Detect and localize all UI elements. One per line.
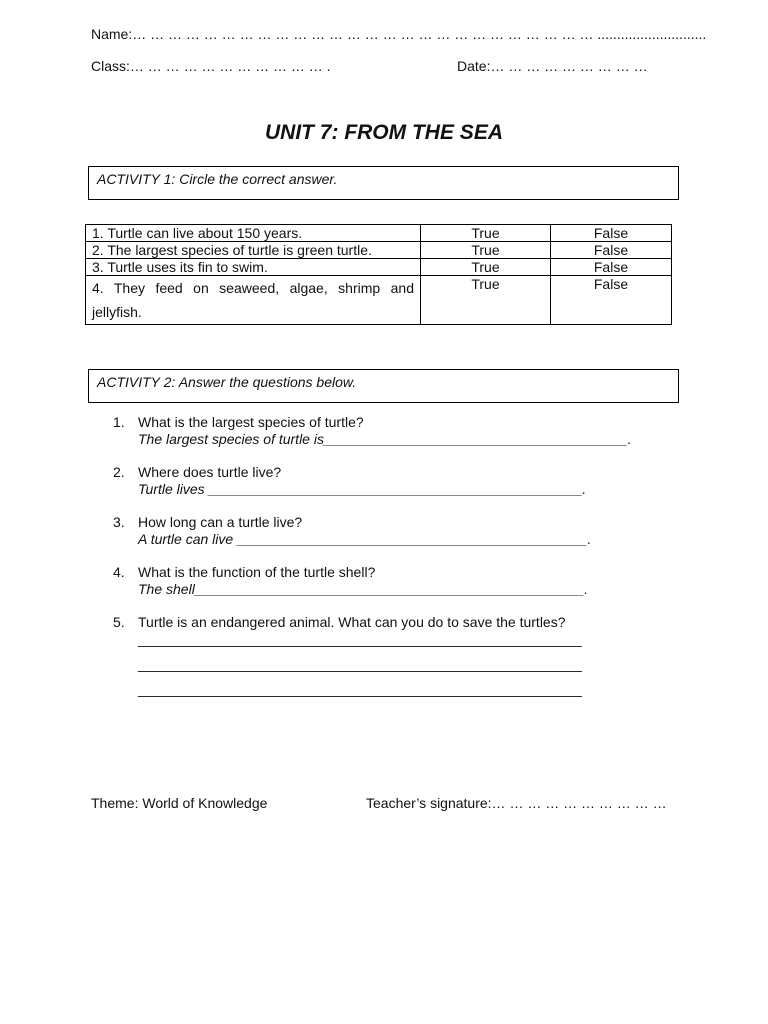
activity2-instruction: ACTIVITY 2: Answer the questions below. <box>97 374 357 390</box>
question-text: How long can a turtle live? <box>138 514 303 530</box>
true-false-table <box>85 224 672 325</box>
statement-cell: 2. The largest species of turtle is green turtle. <box>86 242 421 259</box>
name-field-line: Name:… … … … … … … … … … … … … … … … … … … … … … … … … … ............................ <box>91 26 707 42</box>
question-text: What is the function of the turtle shell? <box>138 564 376 580</box>
true-option[interactable]: True <box>421 276 551 325</box>
theme-label: Theme: World of Knowledge <box>91 795 268 811</box>
answer-line[interactable]: _________________________________________________________ <box>138 681 582 697</box>
activity1-instruction: ACTIVITY 1: Circle the correct answer. <box>97 171 338 187</box>
question-text: What is the largest species of turtle? <box>138 414 364 430</box>
table-row <box>86 259 672 276</box>
answer-line[interactable]: _________________________________________________________ <box>138 656 582 672</box>
question-number: 5. <box>113 614 125 630</box>
false-option[interactable]: False <box>551 259 672 276</box>
answer-line[interactable]: A turtle can live _____________________________________________. <box>138 531 592 547</box>
date-field-line: Date:… … … … … … … … … <box>457 58 648 74</box>
question-text: Where does turtle live? <box>138 464 282 480</box>
question-text: Turtle is an endangered animal. What can you do to save the turtles? <box>138 614 566 630</box>
activity1-box <box>88 166 679 200</box>
table-row <box>86 276 672 325</box>
true-option[interactable]: True <box>421 259 551 276</box>
activity2-box <box>88 369 679 403</box>
statement-cell: 1. Turtle can live about 150 years. <box>86 225 421 242</box>
false-option[interactable]: False <box>551 225 672 242</box>
false-option[interactable]: False <box>551 242 672 259</box>
answer-line[interactable]: Turtle lives ________________________________________________. <box>138 481 587 497</box>
true-option[interactable]: True <box>421 242 551 259</box>
false-option[interactable]: False <box>551 276 672 325</box>
question-number: 2. <box>113 464 125 480</box>
class-field-line: Class:… … … … … … … … … … … . <box>91 58 331 74</box>
true-option[interactable]: True <box>421 225 551 242</box>
table-row <box>86 242 672 259</box>
question-number: 1. <box>113 414 125 430</box>
worksheet-title: UNIT 7: FROM THE SEA <box>264 121 503 144</box>
statement-cell: 4. They feed on seaweed, algae, shrimp and jellyfish. <box>86 276 421 325</box>
answer-line[interactable]: _________________________________________________________ <box>138 631 582 647</box>
statement-cell: 3. Turtle uses its fin to swim. <box>86 259 421 276</box>
teacher-signature-line: Teacher’s signature:… … … … … … … … … … <box>366 795 667 811</box>
table-row <box>86 225 672 242</box>
question-number: 3. <box>113 514 125 530</box>
answer-line[interactable]: The shell__________________________________________________. <box>138 581 589 597</box>
question-number: 4. <box>113 564 125 580</box>
answer-line[interactable]: The largest species of turtle is_______________________________________. <box>138 431 632 447</box>
